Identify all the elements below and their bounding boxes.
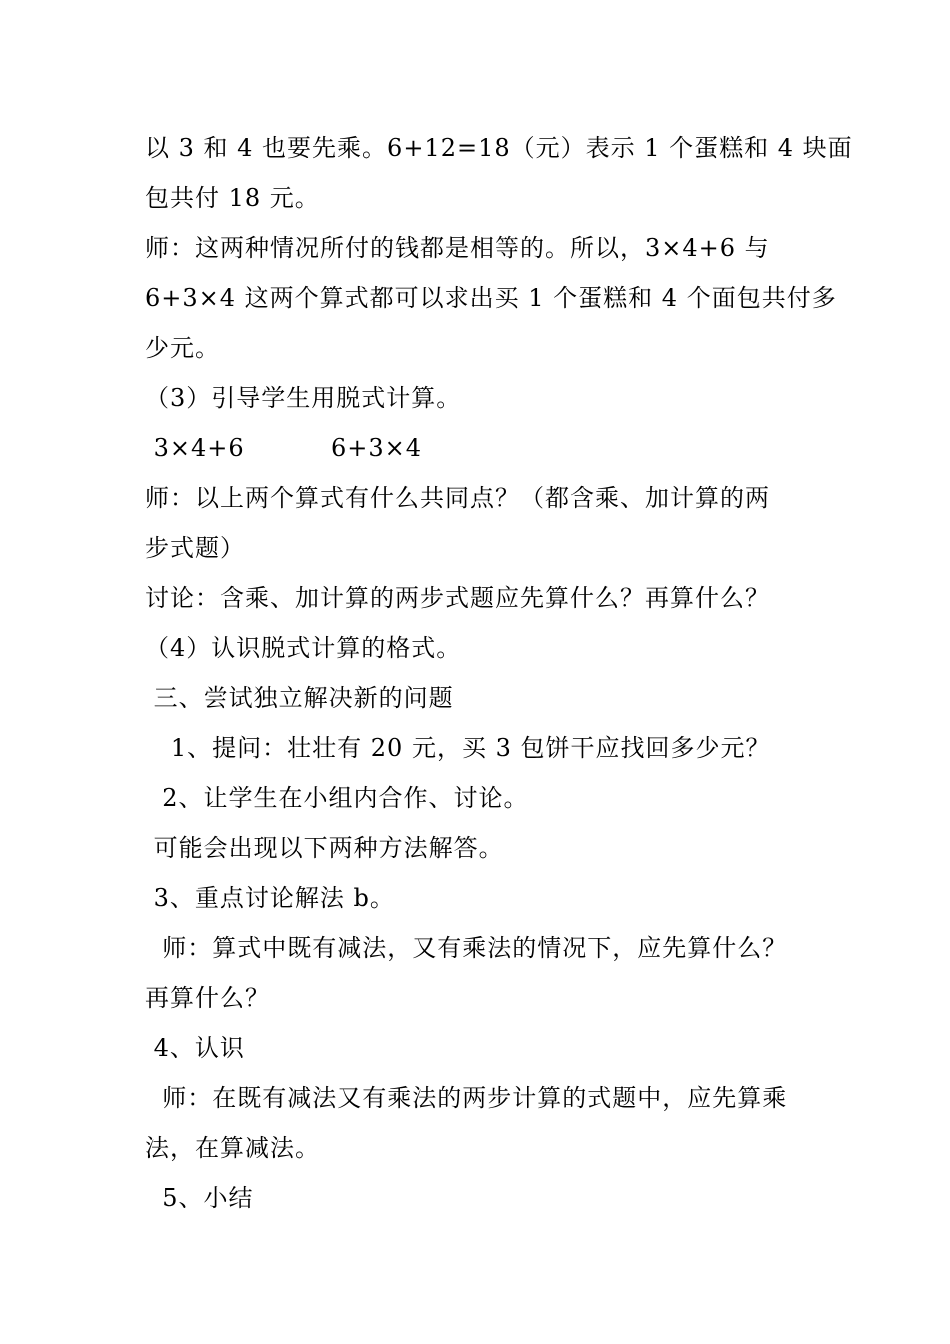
paragraph-line: （3）引导学生用脱式计算。: [145, 384, 462, 412]
paragraph-line: 包共付 18 元。: [145, 184, 320, 212]
paragraph-line: 5、小结: [145, 1184, 254, 1212]
paragraph-line: 步式题）: [145, 534, 245, 562]
paragraph-line: 再算什么？: [145, 984, 270, 1012]
paragraph-line: 师：算式中既有减法，又有乘法的情况下，应先算什么？: [145, 934, 788, 962]
paragraph-line: 6+3×4 这两个算式都可以求出买 1 个蛋糕和 4 个面包共付多: [145, 284, 837, 312]
paragraph-line: （4）认识脱式计算的格式。: [145, 634, 462, 662]
paragraph-line: 3、重点讨论解法 b。: [145, 884, 395, 912]
paragraph-line: 师：在既有减法又有乘法的两步计算的式题中，应先算乘: [145, 1084, 788, 1112]
paragraph-line: 1、提问：壮壮有 20 元，买 3 包饼干应找回多少元？: [145, 734, 771, 762]
paragraph-line: 2、让学生在小组内合作、讨论。: [145, 784, 529, 812]
paragraph-line: 讨论：含乘、加计算的两步式题应先算什么？再算什么？: [145, 584, 770, 612]
section-heading: 三、尝试独立解决新的问题: [145, 684, 454, 712]
paragraph-line: 少元。: [145, 334, 220, 362]
paragraph-line: 以 3 和 4 也要先乘。6+12=18（元）表示 1 个蛋糕和 4 块面: [145, 134, 853, 162]
formula-line: 3×4+6 6+3×4: [145, 434, 422, 462]
paragraph-line: 师：这两种情况所付的钱都是相等的。所以，3×4+6 与: [145, 234, 770, 262]
paragraph-line: 法，在算减法。: [145, 1134, 320, 1162]
paragraph-line: 可能会出现以下两种方法解答。: [145, 834, 504, 862]
paragraph-line: 师：以上两个算式有什么共同点？（都含乘、加计算的两: [145, 484, 770, 512]
paragraph-line: 4、认识: [145, 1034, 245, 1062]
